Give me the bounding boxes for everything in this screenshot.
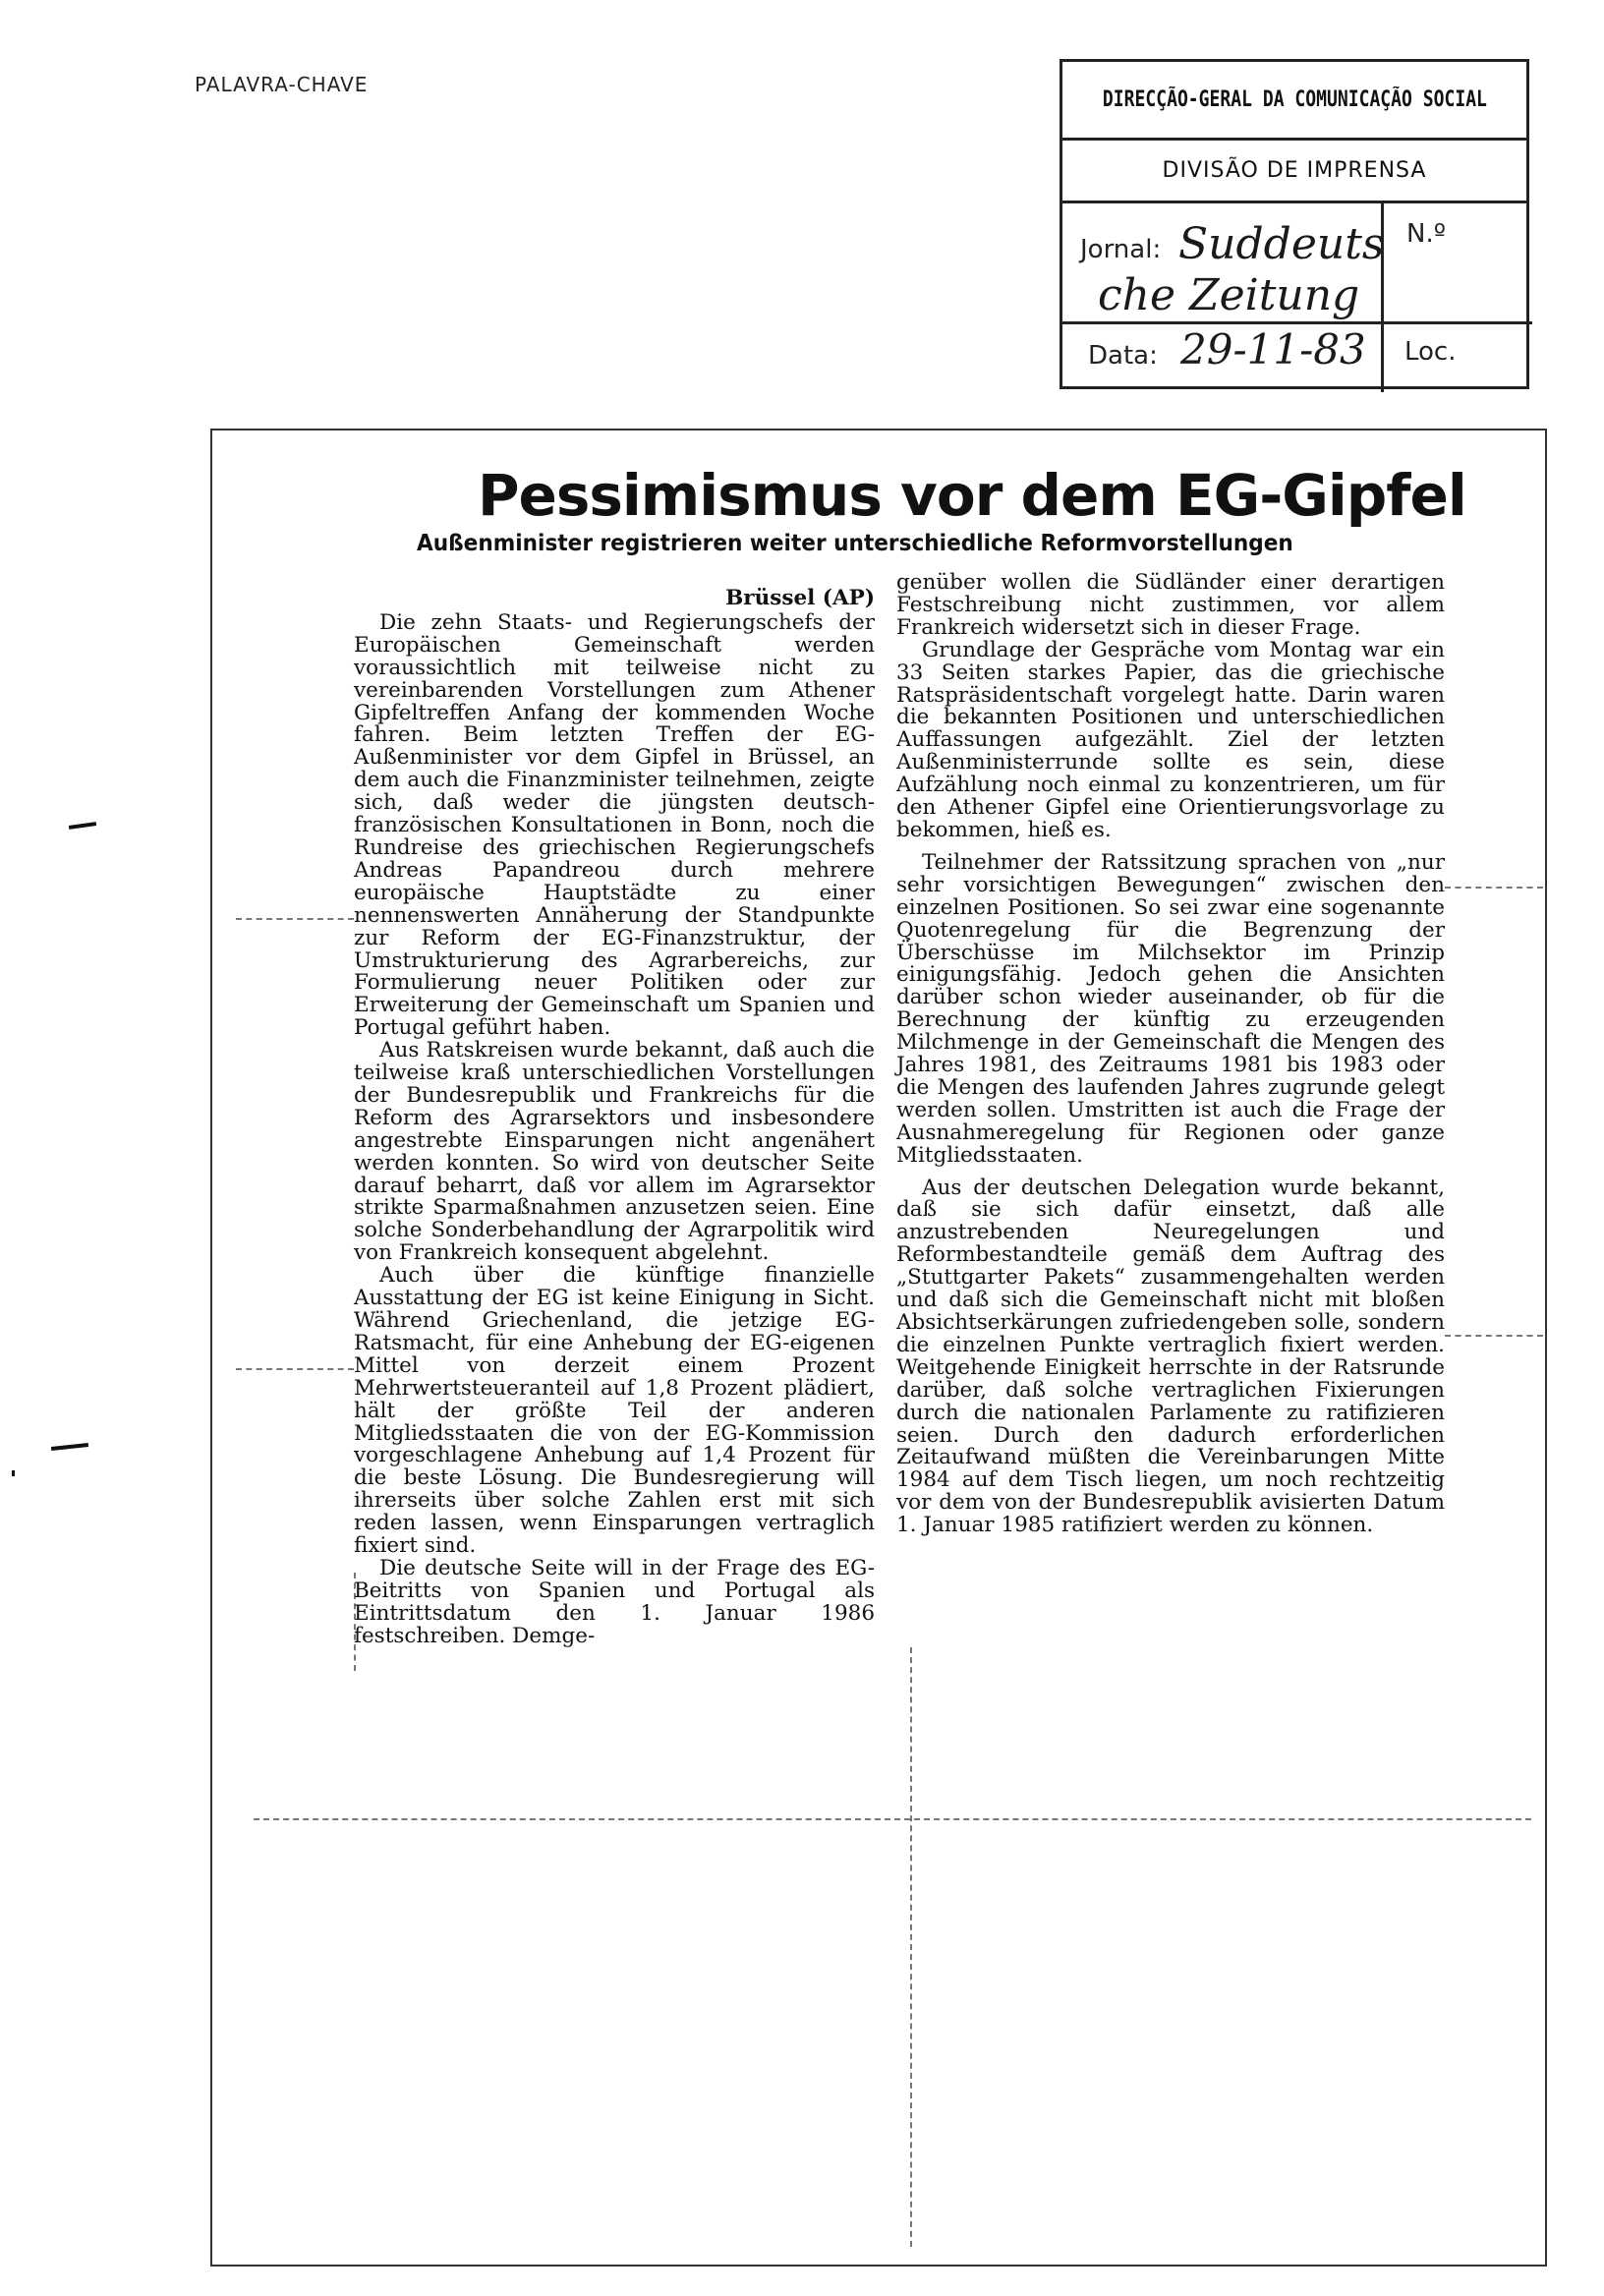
article-dateline: Brüssel (AP) xyxy=(725,586,875,610)
cut-line xyxy=(1445,887,1543,889)
stamp-division-row xyxy=(1062,141,1526,203)
article-column-1 xyxy=(354,588,875,1648)
cut-line xyxy=(254,1818,1531,1820)
paragraph: Aus Ratskreisen wurde bekannt, daß auch die teilweise kraß unterschiedlichen Vorstellungen der Bundesrepublik und Frankreichs für die Reform des Agrarsektors und insbesondere angestrebte Einsparungen nicht angenähert werden konnten. So wird von deutscher Seite darauf beharrt, daß vor allem im Agrarsektor strikte Sparmaßnahmen anzusetzen seien. Eine solche Sonderbehandlung der Agrarpolitik wird von Frankreich konsequent abgelehnt. xyxy=(354,1038,875,1266)
stamp-jornal-handwritten-2: che Zeitung xyxy=(1098,270,1360,320)
stamp-divider-horizontal xyxy=(1062,321,1532,324)
stamp-data-label: Data: xyxy=(1088,341,1158,371)
paragraph: Grundlage der Gespräche vom Montag war ein 33 Seiten starkes Papier, das die griechische Ratspräsidentschaft vorgelegt hatte. Darin waren die bekannten Positionen und unterschiedlichen Auffassungen aufgezählt. Ziel der letzten Außenministerrunde sollte es sein, diese Aufzählung noch einmal zu konzentrieren, um für den Athener Gipfel eine Orientierungsvorlage zu bekommen, hieß es. xyxy=(896,637,1445,842)
paragraph: Teilnehmer der Ratssitzung sprachen von „nur sehr vorsichtigen Bewegungen“ zwischen den einzelnen Positionen. So sei zwar eine sogenannte Quotenregelung für die Begrenzung der Überschüsse im Milchsektor im Prinzip einigungsfähig. Jedoch gehen die Ansichten darüber schon wieder auseinander, ob für die Berechnung der künftig zu erzeugenden Milchmenge in der Gemeinschaft die Mengen des Jahres 1981, des Zeitraums 1981 bis 1983 oder die Mengen des laufenden Jahres zugrunde gelegt werden sollen. Umstritten ist auch die Frage der Ausnahmeregelung für Regionen oder ganze Mitgliedsstaaten. xyxy=(896,849,1445,1168)
article-column-2 xyxy=(896,572,1445,1537)
stamp-division: DIVISÃO DE IMPRENSA xyxy=(1162,158,1427,183)
press-office-stamp xyxy=(1060,59,1529,389)
cut-line-vertical xyxy=(910,1647,912,2247)
margin-mark xyxy=(51,1443,88,1451)
paragraph: Die zehn Staats- und Regierungschefs der Europäischen Gemeinschaft werden voraussichtlich mit teilweise nicht zu vereinbarenden Vorstellungen zum Athener Gipfeltreffen Anfang der kommenden Woche fahren. Beim letzten Treffen der EG-Außenminister vor dem Gipfel in Brüssel, an dem auch die Finanzminister teilnehmen, zeigte sich, daß weder die jüngsten deutsch-französischen Konsultationen in Bonn, noch die Rundreise des griechischen Regierungschefs Andreas Papandreou durch mehrere europäische Hauptstädte zu einer nennenswerten Annäherung der Standpunkte zur Reform der EG-Finanzstruktur, der Umstrukturierung des Agrarbereichs, zur Formulierung neuer Politiken oder zur Erweiterung der Gemeinschaft um Spanien und Portugal geführt haben. xyxy=(354,609,875,1041)
article-subtitle: Außenminister registrieren weiter unterschiedliche Reformvorstellungen xyxy=(417,531,1293,556)
margin-mark xyxy=(69,822,96,830)
stamp-date-handwritten: 29-11-83 xyxy=(1180,325,1366,373)
paragraph: genüber wollen die Südländer einer derartigen Festschreibung nicht zustimmen, vor allem Frankreich widersetzt sich in dieser Frage. xyxy=(896,570,1445,640)
margin-mark xyxy=(12,1470,15,1476)
stamp-numero-label: N.º xyxy=(1406,219,1446,249)
cut-line xyxy=(1445,1335,1543,1337)
paragraph: Die deutsche Seite will in der Frage des EG-Beitritts von Spanien und Portugal als Eintrittsdatum den 1. Januar 1986 festschreiben. Demge- xyxy=(354,1555,875,1648)
article-title: Pessimismus vor dem EG-Gipfel xyxy=(478,462,1466,529)
stamp-org: DIRECÇÃO-GERAL DA COMUNICAÇÃO SOCIAL xyxy=(1102,87,1487,112)
cut-line xyxy=(236,918,354,920)
stamp-jornal-handwritten-1: Suddeuts xyxy=(1178,219,1385,269)
paragraph: Auch über die künftige finanzielle Ausstattung der EG ist keine Einigung in Sicht. Während Griechenland, die jetzige EG-Ratsmacht, für eine Anhebung der EG-eigenen Mittel von derzeit einem Prozent Mehrwertsteueranteil auf 1,8 Prozent plädiert, hält der größte Teil der anderen Mitgliedsstaaten die von der EG-Kommission vorgeschlagene Anhebung auf 1,4 Prozent für die beste Lösung. Die Bundesregierung will ihrerseits über solche Zahlen erst mit sich reden lassen, wenn Einsparungen vertraglich fixiert sind. xyxy=(354,1263,875,1559)
cut-line xyxy=(236,1368,354,1370)
stamp-jornal-label: Jornal: xyxy=(1080,235,1162,264)
stamp-loc-label: Loc. xyxy=(1404,337,1457,367)
stamp-org-row xyxy=(1062,62,1526,141)
paragraph: Aus der deutschen Delegation wurde bekannt, daß sie sich dafür einsetzt, daß alle anzustrebenden Neuregelungen und Reformbestandteile gemäß dem Auftrag des „Stuttgarter Pakets“ zusammengehalten werden und daß sich die Gemeinschaft nicht mit bloßen Absichtserkärungen zufriedengeben solle, sondern die einzelnen Punkte vertraglich fixiert werden. Weitgehende Einigkeit herrschte in der Ratsrunde darüber, daß solche vertraglichen Fixierungen durch die nationalen Parlamente zu ratifizieren seien. Durch den dadurch erforderlichen Zeitaufwand müßten die Vereinbarungen Mitte 1984 auf dem Tisch liegen, um noch rechtzeitig vor dem von der Bundesrepublik avisierten Datum 1. Januar 1985 ratifiziert werden zu können. xyxy=(896,1175,1445,1538)
keyword-label: PALAVRA-CHAVE xyxy=(195,73,369,96)
